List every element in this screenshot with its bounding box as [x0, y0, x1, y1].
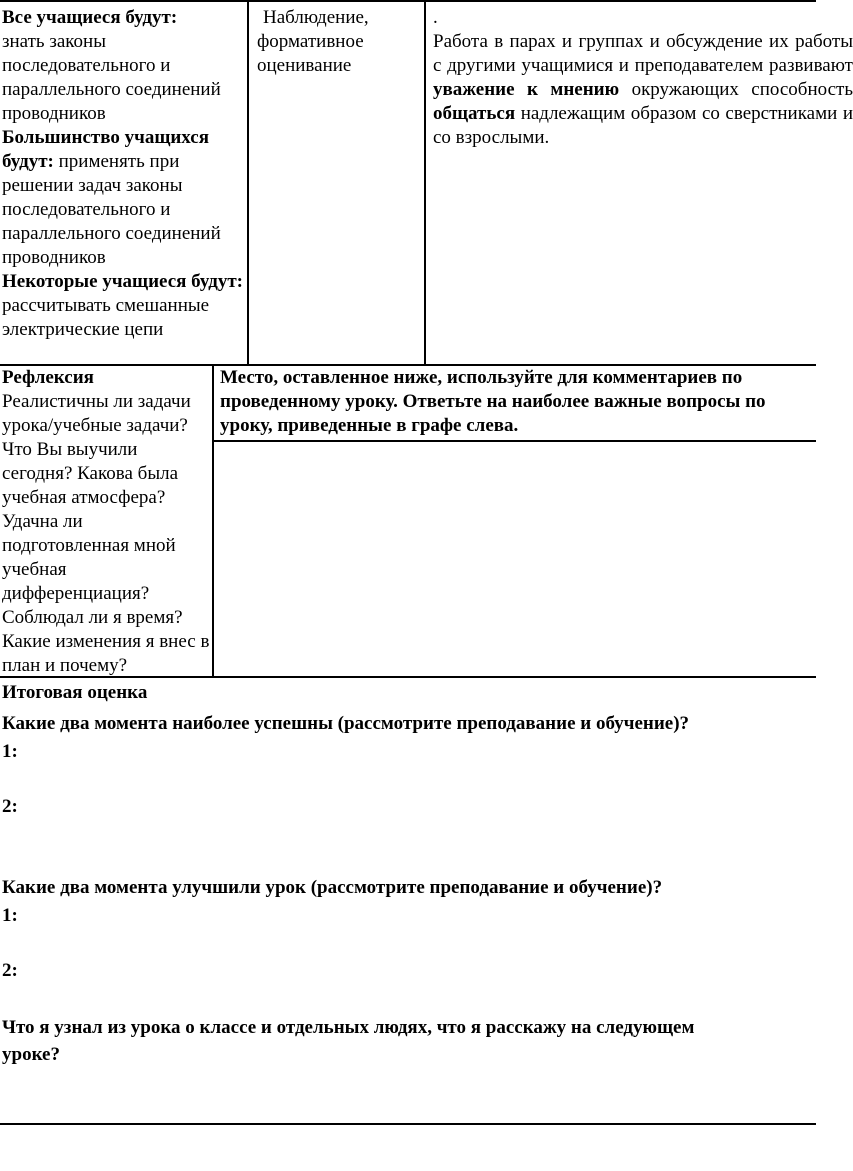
- summary-title: Итоговая оценка: [2, 682, 148, 703]
- improved-item-2[interactable]: 2:: [2, 960, 18, 981]
- table-top-border: [0, 0, 816, 2]
- learning-outcomes-cell: [2, 6, 245, 342]
- summary-bottom-border: [0, 1123, 816, 1125]
- values-bold-respect: уважение к мнению: [433, 79, 620, 100]
- summary-question-improved: Какие два момента улучшили урок (рассмотрите преподавание и обучение)?: [2, 877, 663, 898]
- assessment-cell: [257, 6, 421, 78]
- reflection-instruction: Место, оставленное ниже, используйте для комментариев по проведенному уроку. Ответьте на наиболее важные вопросы по уроку, приведенные в графе слева.: [220, 367, 766, 436]
- improved-item-1[interactable]: 1:: [2, 905, 18, 926]
- some-students-text: рассчитывать смешанные электрические цепи: [2, 295, 210, 340]
- reflection-instruction-cell: [220, 366, 814, 438]
- reflection-title: Рефлексия: [2, 367, 94, 388]
- summary-question-learned-line2: уроке?: [2, 1044, 60, 1065]
- values-bold-communicate: общаться: [433, 103, 516, 124]
- reflection-comment-area[interactable]: [220, 446, 810, 672]
- values-dot: .: [433, 7, 438, 28]
- column-divider-2: [424, 0, 426, 366]
- successful-item-1[interactable]: 1:: [2, 741, 18, 762]
- values-cell: [433, 6, 853, 150]
- reflection-questions-cell: [2, 366, 210, 678]
- column-divider-1: [247, 0, 249, 366]
- assessment-text: Наблюдение, формативное оценивание: [257, 7, 369, 76]
- successful-item-2[interactable]: 2:: [2, 796, 18, 817]
- instruction-bottom-border: [212, 440, 816, 442]
- reflection-questions: Реалистичны ли задачи урока/учебные задачи? Что Вы выучили сегодня? Какова была учебная атмосфера? Удачна ли подготовленная мной учебная дифференциация? Соблюдал ли я время? Какие изменения я внес в план и почему?: [2, 391, 210, 676]
- reflection-column-divider: [212, 364, 214, 678]
- summary-question-learned-line1: Что я узнал из урока о классе и отдельных людях, что я расскажу на следующем: [2, 1017, 695, 1038]
- summary-question-successful: Какие два момента наиболее успешны (рассмотрите преподавание и обучение)?: [2, 713, 690, 734]
- values-text-part3: надлежащим образом со сверстниками и со взрослыми.: [433, 103, 853, 148]
- most-students-text: применять при решении задач законы последовательного и параллельного соединений проводников: [2, 151, 221, 268]
- all-students-label: Все учащиеся будут:: [2, 7, 178, 28]
- values-text-part2: окружающих способность: [631, 79, 853, 100]
- some-students-label: Некоторые учащиеся будут:: [2, 271, 244, 292]
- all-students-text: знать законы последовательного и параллельного соединений проводников: [2, 31, 221, 124]
- most-students-label: Большинство учащихся будут:: [2, 127, 209, 172]
- values-text-part1: Работа в парах и группах и обсуждение их работы с другими учащимися и преподавателем развивают: [433, 31, 853, 76]
